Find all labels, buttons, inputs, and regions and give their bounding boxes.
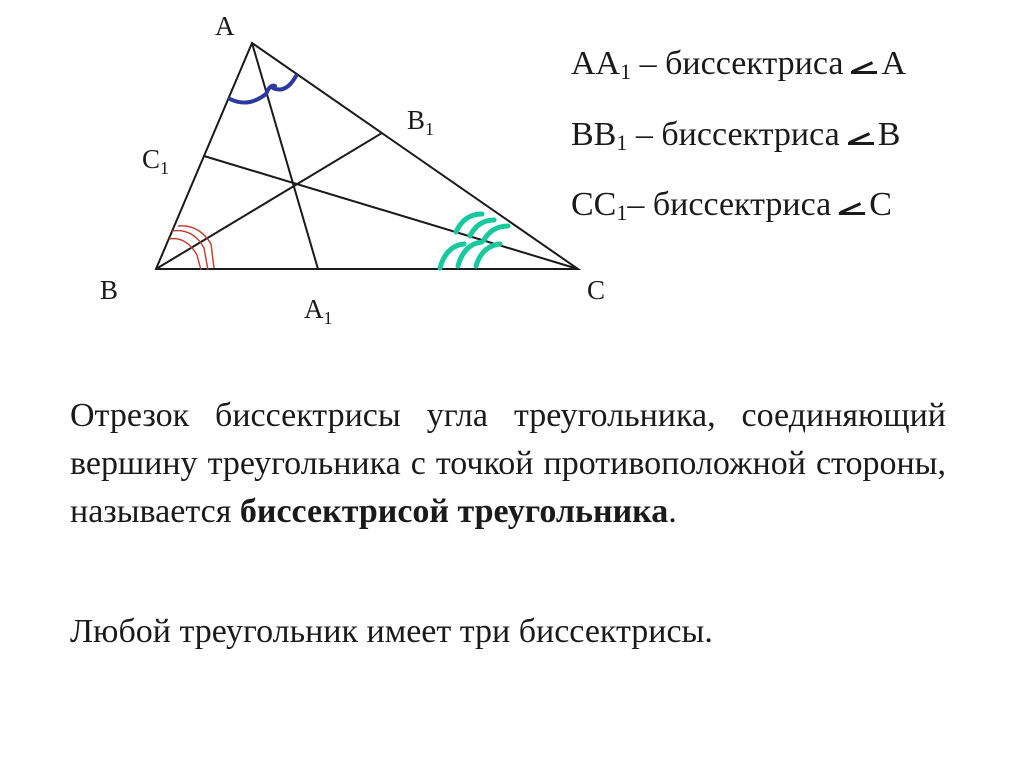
legend-segment-sub: 1 <box>616 130 628 155</box>
point-c1-sub: 1 <box>160 158 170 178</box>
legend-word: биссектриса <box>652 186 832 223</box>
angle-sign-icon <box>849 52 879 76</box>
point-a1-sub: 1 <box>323 308 333 328</box>
angle-b-mark <box>169 226 214 270</box>
legend-line-aa1 <box>571 44 906 84</box>
definition-text: Отрезок биссектрисы угла треугольника, соединяющий вершину треугольника с точкой противоположной стороны, называется <box>70 397 946 530</box>
angle-sign-icon <box>837 193 867 217</box>
vertex-b-letter: B <box>100 275 119 305</box>
definition-end: . <box>668 493 677 530</box>
point-c1-letter: C <box>142 144 161 174</box>
point-label-b1 <box>407 105 434 139</box>
conclusion-text: Любой треугольник имеет три биссектрисы. <box>70 613 713 650</box>
bisector-aa1 <box>252 43 318 269</box>
bisector-bb1 <box>156 133 382 269</box>
angle-sign-icon <box>846 123 876 147</box>
triangle-abc <box>156 43 578 269</box>
legend-angle-letter: A <box>881 45 906 82</box>
vertex-c-letter: C <box>587 275 606 305</box>
definition-paragraph <box>70 392 946 536</box>
point-b1-sub: 1 <box>425 119 435 139</box>
legend-segment-sub: 1 <box>620 59 632 84</box>
vertex-label-a <box>215 11 235 41</box>
point-label-a1 <box>304 294 333 328</box>
point-a1-letter: A <box>304 294 324 324</box>
legend-segment-sub: 1 <box>616 200 628 225</box>
legend-angle-letter: C <box>869 186 892 223</box>
legend-line-cc1 <box>571 185 892 225</box>
legend-dash: – <box>627 186 653 223</box>
legend-segment: BB <box>571 116 617 153</box>
legend-dash: – <box>627 116 662 153</box>
point-label-c1 <box>142 144 169 178</box>
legend-segment: CC <box>571 186 617 223</box>
angle-c-mark <box>440 214 508 268</box>
legend-dash: – <box>631 45 666 82</box>
legend-word: биссектриса <box>661 116 840 153</box>
vertex-a-letter: A <box>215 11 235 41</box>
legend-angle-letter: B <box>877 116 901 153</box>
legend-word: биссектриса <box>665 45 844 82</box>
bisector-cc1 <box>204 156 578 269</box>
vertex-label-c <box>587 275 605 305</box>
vertex-label-b <box>100 275 118 305</box>
legend-line-bb1 <box>571 115 900 155</box>
legend-segment: AA <box>571 45 621 82</box>
point-b1-letter: B <box>407 105 426 135</box>
definition-term: биссектрисой треугольника <box>239 493 669 530</box>
